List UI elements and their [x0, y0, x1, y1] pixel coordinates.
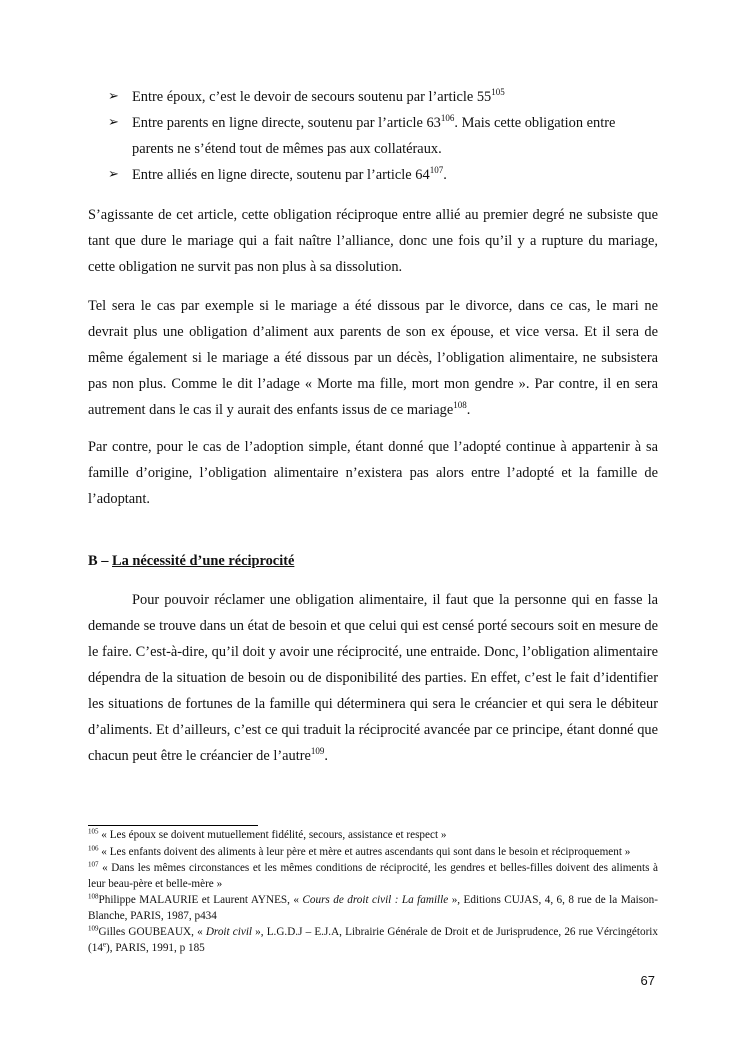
footnote-ref: 107 — [429, 165, 444, 176]
section-title: La nécessité d’une réciprocité — [112, 553, 295, 569]
footnote-separator — [88, 825, 258, 826]
list-item: ➢ Entre parents en ligne directe, soutenu par l’article $63^{106}$. Mais cette obligation entre parents ne s’étend tout de mêmes pas aux collatéraux. — [88, 110, 658, 162]
arrow-bullet-icon: ➢ — [108, 115, 119, 130]
paragraph: Par contre, pour le cas de l’adoption simple, étant donné que l’adopté continue à appartenir à sa famille d’origine, l’obligation alimentaire n’existera pas alors entre l’adopté et la famille de l’adoptant. — [88, 439, 658, 507]
footnote: $^{105}$ « Les époux se doivent mutuellement fidélité, secours, assistance et respect » — [88, 827, 447, 841]
arrow-bullet-icon: ➢ — [108, 167, 119, 182]
footnote: $^{107}$ « Dans les mêmes circonstances et les mêmes conditions de réciprocité, les gendres et belles-filles doivent des aliments à leur beau-père et belle-mère » — [88, 860, 658, 890]
arrow-bullet-icon: ➢ — [108, 89, 119, 104]
page-number: 67 — [640, 973, 655, 988]
paragraph: Pour pouvoir réclamer une obligation alimentaire, il faut que la personne qui en fasse la demande se trouve dans un état de besoin et que celui qui est censé porté secours soit en mesure de le faire. C’est-à-dire, qu’il doit y avoir une réciprocité, une entraide. Donc, l’obligation alimentaire dépendra de la situation de besoin ou de disponibilité des parties. En effet, c’est le fait d’identifier les situations de fortunes de la famille qui déterminera qui sera le créancier et qui sera le débiteur d’aliments. Et d’ailleurs, c’est ce qui traduit la réciprocité avancée par ce principe, étant donné que chacun peut être le créancier de l’autre$^{109}$. — [88, 592, 658, 764]
list-item: ➢ Entre alliés en ligne directe, soutenu par l’article $64^{107}$. — [88, 162, 658, 188]
footnote: $^{109}$Gilles GOUBEAUX, « Droit civil », L.G.D.J – E.J.A, Librairie Générale de Droit et de Jurisprudence, 26 rue Vércingétorix (14e), PARIS, 1991, p 185 — [88, 924, 659, 954]
footnote-ref: 105 — [491, 87, 505, 98]
footnote-ref: 109 — [310, 746, 325, 757]
footnote: $^{106}$ « Les enfants doivent des aliments à leur père et mère et autres ascendants qui sont dans le besoin et réciproquement » — [88, 843, 631, 858]
footnotes — [88, 828, 658, 957]
bullet-list — [88, 84, 658, 188]
section-heading: B – La nécessité d’une réciprocité — [88, 553, 295, 569]
paragraph: Tel sera le cas par exemple si le mariage a été dissous par le divorce, dans ce cas, le mari ne devrait plus une obligation d’aliment aux parents de son ex épouse, et vice versa. Et il sera de même également si le mariage a été dissous par un décès, l’obligation alimentaire, ne subsistera pas non plus. Comme le dit l’adage « Morte ma fille, mort mon gendre ». Par contre, il en sera autrement dans le cas il y aurait des enfants issus de ce mariage$^{108}$. — [88, 298, 658, 418]
footnote: $^{108}$Philippe MALAURIE et Laurent AYNES, « Cours de droit civil : La famille », Editions CUJAS, 4, 6, 8 rue de la Maison-Blanche, PARIS, 1987, p434 — [88, 892, 658, 922]
list-item: ➢ Entre époux, c’est le devoir de secours soutenu par l’article $55^{105}$ — [88, 84, 658, 110]
paragraph: S’agissante de cet article, cette obligation réciproque entre allié au premier degré ne subsiste que tant que dure le mariage qui a fait naître l’alliance, donc une fois qu’il y a rupture du mariage, cette obligation ne survit pas non plus à sa dissolution. — [88, 207, 658, 275]
footnote-ref: 108 — [453, 400, 467, 411]
footnote-ref: 106 — [440, 113, 455, 124]
